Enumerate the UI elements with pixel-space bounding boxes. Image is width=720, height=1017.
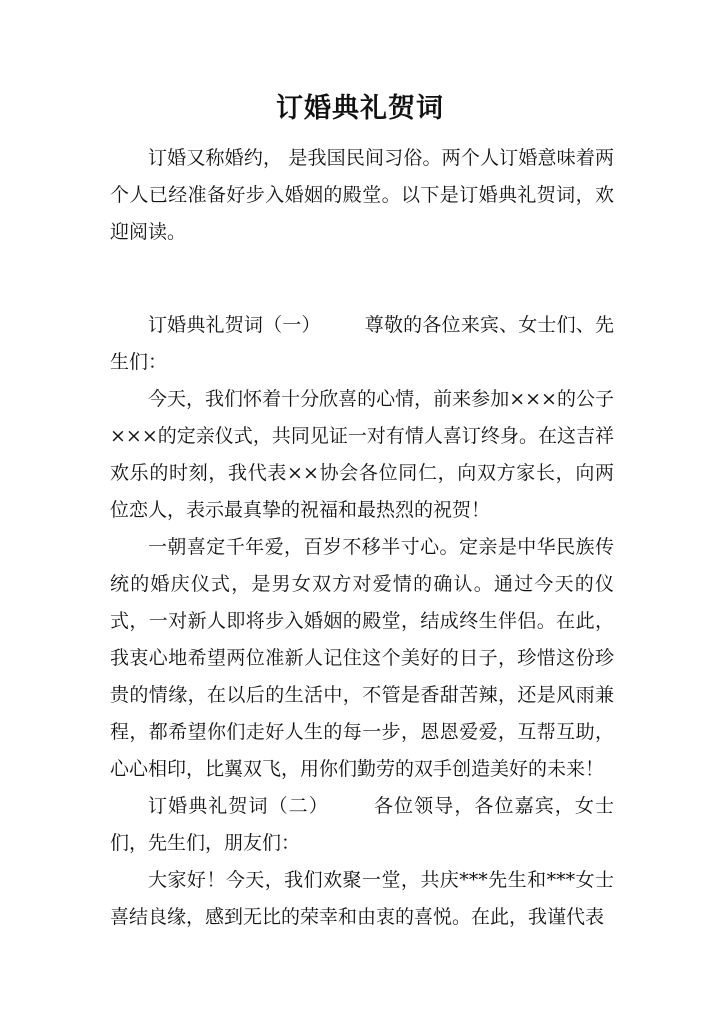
section1-heading: 订婚典礼贺词（一）: [148, 314, 321, 336]
section2-paragraph-1: 大家好！今天，我们欢聚一堂，共庆***先生和***女士喜结良缘，感到无比的荣幸和由衷的喜悦。在此，我谨代表: [110, 869, 614, 928]
section1-paragraph-2: 一朝喜定千年爱，百岁不移半寸心。定亲是中华民族传统的婚庆仪式，是男女双方对爱情的确认。通过今天的仪式，一对新人即将步入婚姻的殿堂，结成终生伴侣。在此，我衷心地希望两位准新人记住这个美好的日子，珍惜这份珍贵的情缘，在以后的生活中，不管是香甜苦辣，还是风雨兼程，都希望你们走好人生的每一步，恩恩爱爱，互帮互助，心心相印，比翼双飞，用你们勤劳的双手创造美好的未来！: [110, 536, 614, 780]
intro-paragraph: 订婚又称婚约， 是我国民间习俗。两个人订婚意味着两个人已经准备好步入婚姻的殿堂。以下是订婚典礼贺词，欢迎阅读。: [110, 147, 614, 243]
section2-heading-line: [110, 788, 614, 862]
document-body: [110, 140, 614, 936]
section1-paragraph-1: 今天，我们怀着十分欣喜的心情，前来参加×××的公子×××的定亲仪式，共同见证一对有情人喜订终身。在这吉祥欢乐的时刻，我代表××协会各位同仁，向双方家长，向两位恋人，表示最真挚的祝福和最热烈的祝贺！: [110, 388, 614, 521]
document-title: 订婚典礼贺词: [276, 93, 444, 124]
section2-heading: 订婚典礼贺词（二）: [148, 795, 329, 817]
section1-salutation: 尊敬的各位来宾、女士们、先生们：: [110, 314, 614, 373]
paragraph-gap: [110, 251, 614, 307]
section2-salutation: 各位领导，各位嘉宾，女士们，先生们，朋友们：: [110, 795, 614, 854]
section1-heading-line: [110, 307, 614, 381]
